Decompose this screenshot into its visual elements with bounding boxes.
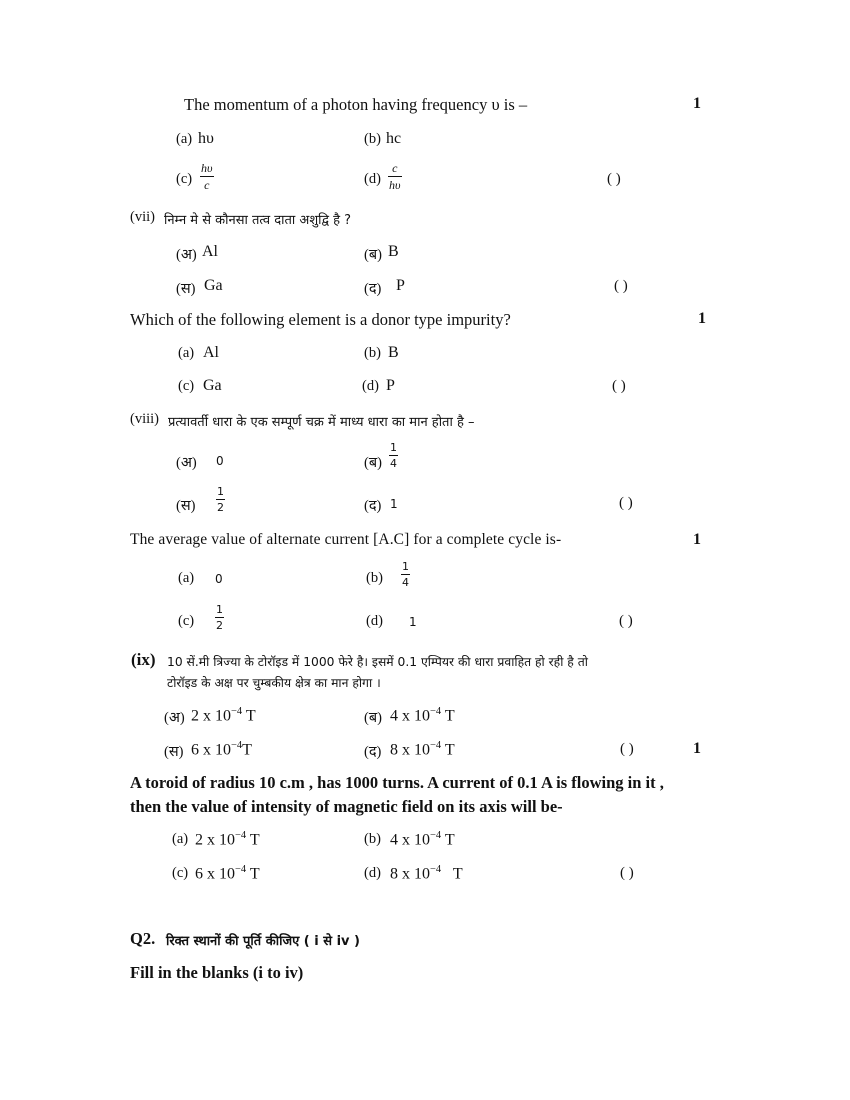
option-text: 0 [216,454,224,468]
answer-paren: ( ) [614,278,628,294]
option-label: (b) [364,131,381,147]
option-label: (स) [164,744,184,760]
answer-paren: ( ) [620,741,634,757]
exponent: −4 [235,864,247,875]
option-label: (अ) [164,710,185,726]
marks: 1 [693,740,701,757]
option-value [195,864,260,883]
option-label: (a) [176,131,193,147]
option-text: 6 x 10 [191,741,231,759]
answer-paren: ( ) [619,495,633,511]
exponent: −4 [231,740,243,751]
option-value [390,830,455,849]
option-label: (b) [366,570,383,586]
denominator: 2 [216,619,223,632]
option-label: (स) [176,498,196,514]
option-label: (c) [178,378,195,394]
unit: T [444,707,455,725]
question-text: निम्न मे से कौनसा तत्व दाता अशुद्वि है ? [164,213,352,228]
fraction [389,442,398,469]
option-label: (अ) [176,247,197,263]
answer-paren: ( ) [607,171,621,187]
option-text: B [388,243,399,260]
denominator: 4 [390,457,397,470]
option-label: (द) [364,281,382,297]
question-number: (vii) [130,209,155,225]
unit: T [249,865,260,883]
option-text: Al [202,243,218,260]
option-label: (c) [178,613,195,629]
question-number: Q2. [130,929,156,948]
option-label: (d) [364,171,381,187]
option-label: (ब) [364,710,382,726]
denominator: 2 [217,501,224,514]
fraction [216,486,225,513]
numerator: hυ [201,161,213,175]
option-text: 0 [215,572,223,586]
denominator: c [204,178,210,192]
option-text: 8 x 10 [390,865,430,883]
unit: T [249,831,260,849]
question-text: प्रत्यावर्ती धारा के एक सम्पूर्ण चक्र में माध्य धारा का मान होता है – [168,415,475,430]
fraction [388,162,402,191]
option-label: (c) [176,171,193,187]
numerator: 1 [390,441,397,454]
option-text: Al [203,344,219,361]
numerator: 1 [217,485,224,498]
option-label: (c) [172,865,189,881]
option-label: (a) [178,570,195,586]
unit: T [444,741,455,759]
exponent: −4 [430,830,442,841]
option-text: 4 x 10 [390,707,430,725]
marks: 1 [698,310,706,327]
answer-paren: ( ) [619,613,633,629]
unit: T [452,865,463,883]
question-text-line2: then the value of intensity of magnetic field on its axis will be- [130,797,563,816]
option-value [191,706,256,725]
question-number: (ix) [131,650,156,669]
option-value [390,740,455,759]
option-text: P [396,277,405,294]
question-text-hindi: रिक्त स्थानों की पूर्ति कीजिए ( i से iv ) [166,934,360,949]
option-label: (a) [178,345,195,361]
question-text-english: Fill in the blanks (i to iv) [130,963,304,982]
exponent: −4 [430,706,442,717]
numerator: c [392,161,398,175]
unit: T [444,831,455,849]
option-label: (d) [362,378,379,394]
marks: 1 [693,95,701,112]
option-label: (स) [176,281,196,297]
option-text: P [386,377,395,394]
option-text: Ga [203,377,222,394]
unit: T [242,741,252,759]
option-label: (अ) [176,455,197,471]
option-text: hc [386,130,402,147]
numerator: 1 [402,560,409,573]
option-value [390,706,455,725]
fraction [401,561,410,588]
option-text: Ga [204,277,223,294]
question-number: (viii) [130,411,159,427]
option-text: 8 x 10 [390,741,430,759]
option-label: (ब) [364,455,382,471]
option-label: (d) [364,865,381,881]
option-label: (द) [364,744,382,760]
question-text: The average value of alternate current [A.C] for a complete cycle is- [130,531,562,548]
option-value [191,740,252,759]
option-value [390,864,463,883]
option-text: 1 [390,497,398,511]
answer-paren: ( ) [612,378,626,394]
answer-paren: ( ) [620,865,634,881]
option-label: (द) [364,498,382,514]
option-label: (d) [366,613,383,629]
question-text-line1: A toroid of radius 10 c.m , has 1000 turns. A current of 0.1 A is flowing in it , [130,773,664,792]
unit: T [245,707,256,725]
question-text: The momentum of a photon having frequency υ is – [184,95,528,114]
fraction [200,162,214,191]
option-label: (a) [172,831,189,847]
marks: 1 [693,531,701,548]
question-text-line1: 10 सें.मी त्रिज्या के टोरॉइड में 1000 फेरे है। इसमें 0.1 एम्पियर की धारा प्रवाहित हो रही है तो [167,655,588,669]
exponent: −4 [430,864,442,875]
option-label: (ब) [364,247,382,263]
fraction [215,604,224,631]
option-label: (b) [364,831,381,847]
option-label: (b) [364,345,381,361]
exponent: −4 [235,830,247,841]
option-text: 1 [409,615,417,629]
denominator: hυ [389,178,401,192]
option-value [195,830,260,849]
question-text-line2: टोरॉइड के अक्ष पर चुम्बकीय क्षेत्र का मान होगा । [167,676,381,690]
option-text: 2 x 10 [195,831,235,849]
numerator: 1 [216,603,223,616]
option-text: hυ [198,130,214,147]
exponent: −4 [430,740,442,751]
option-text: 4 x 10 [390,831,430,849]
denominator: 4 [402,576,409,589]
exponent: −4 [231,706,243,717]
question-text: Which of the following element is a donor type impurity? [130,310,511,329]
option-text: B [388,344,399,361]
option-text: 2 x 10 [191,707,231,725]
option-text: 6 x 10 [195,865,235,883]
